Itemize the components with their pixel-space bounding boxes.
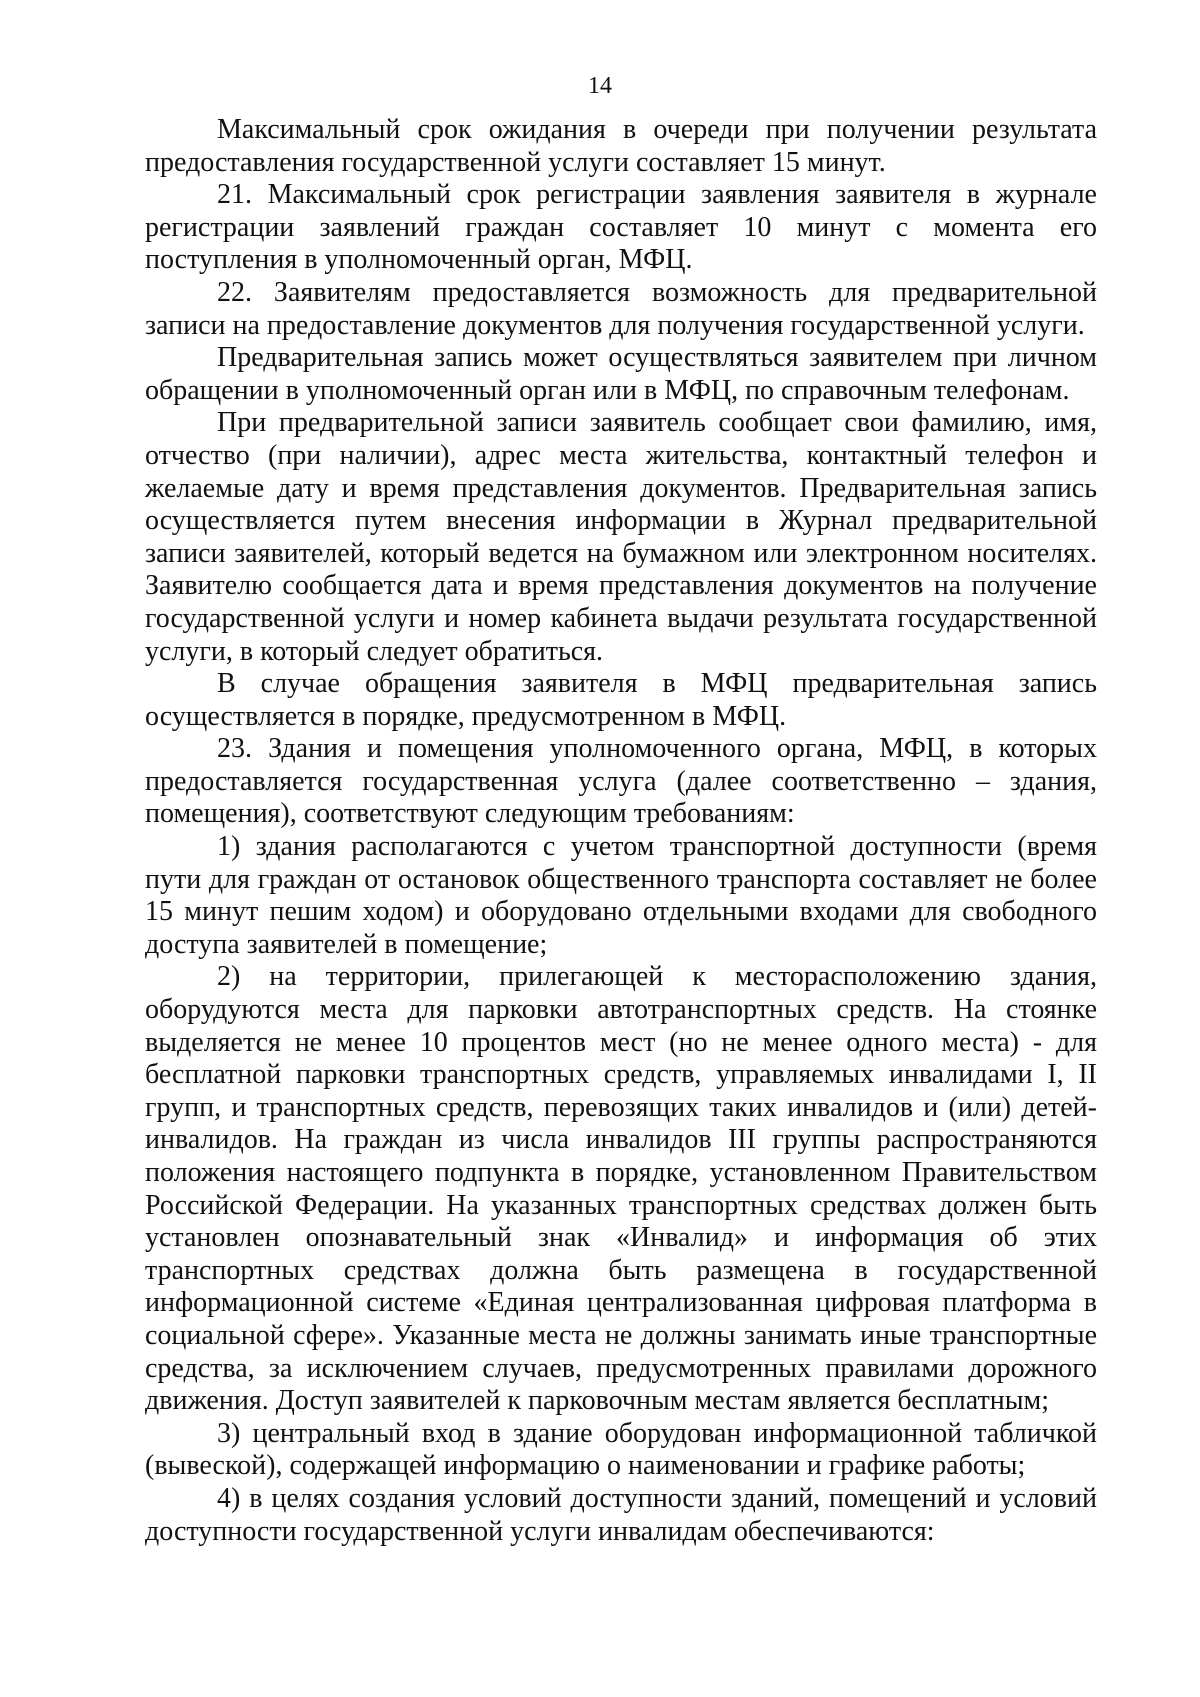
paragraph-23-item-4: 4) в целях создания условий доступности зданий, помещений и условий доступности государственной услуги инвалидам обеспечиваются: xyxy=(145,1482,1097,1547)
paragraph-23-item-3: 3) центральный вход в здание оборудован информационной табличкой (вывеской), содержащей информацию о наименовании и графике работы; xyxy=(145,1417,1097,1482)
paragraph-waiting-time: Максимальный срок ожидания в очереди при получении результата предоставления государственной услуги составляет 15 минут. xyxy=(145,114,1097,178)
paragraph-preregistration: Предварительная запись может осуществляться заявителем при личном обращении в уполномоченный орган или в МФЦ, по справочным телефонам. xyxy=(145,342,1097,406)
paragraph-22: 22. Заявителям предоставляется возможность для предварительной записи на предоставление документов для получения государственной услуги. xyxy=(145,276,1097,341)
document-body xyxy=(145,114,1097,1548)
paragraph-23: 23. Здания и помещения уполномоченного органа, МФЦ, в которых предоставляется государственная услуга (далее соответственно – здания, помещения), соответствуют следующим требованиям: xyxy=(145,733,1097,830)
page-number: 14 xyxy=(588,73,612,99)
paragraph-mfc-case: В случае обращения заявителя в МФЦ предварительная запись осуществляется в порядке, предусмотренном в МФЦ. xyxy=(145,668,1097,732)
paragraph-23-item-1: 1) здания располагаются с учетом транспортной доступности (время пути для граждан от остановок общественного транспорта составляет не более 15 минут пешим ходом) и оборудовано отдельными входами для свободного доступа заявителей в помещение; xyxy=(145,831,1097,960)
paragraph-21: 21. Максимальный срок регистрации заявления заявителя в журнале регистрации заявлений граждан составляет 10 минут с момента его поступления в уполномоченный орган, МФЦ. xyxy=(145,179,1097,276)
paragraph-preregistration-details: При предварительной записи заявитель сообщает свои фамилию, имя, отчество (при наличии), адрес места жительства, контактный телефон и желаемые дату и время представления документов. Предварительная запись осуществляется путем внесения информации в Журнал предварительной записи заявителей, который ведется на бумажном или электронном носителях. Заявителю сообщается дата и время представления документов на получение государственной услуги и номер кабинета выдачи результата государственной услуги, в который следует обратиться. xyxy=(145,407,1097,667)
paragraph-23-item-2: 2) на территории, прилегающей к месторасположению здания, оборудуются места для парковки автотранспортных средств. На стоянке выделяется не менее 10 процентов мест (но не менее одного места) - для бесплатной парковки транспортных средств, управляемых инвалидами I, II групп, и транспортных средств, перевозящих таких инвалидов и (или) детей-инвалидов. На граждан из числа инвалидов III группы распространяются положения настоящего подпункта в порядке, установленном Правительством Российской Федерации. На указанных транспортных средствах должен быть установлен опознавательный знак «Инвалид» и информация об этих транспортных средствах должна быть размещена в государственной информационной системе «Единая централизованная цифровая платформа в социальной сфере». Указанные места не должны занимать иные транспортные средства, за исключением случаев, предусмотренных правилами дорожного движения. Доступ заявителей к парковочным местам является бесплатным; xyxy=(145,961,1097,1417)
